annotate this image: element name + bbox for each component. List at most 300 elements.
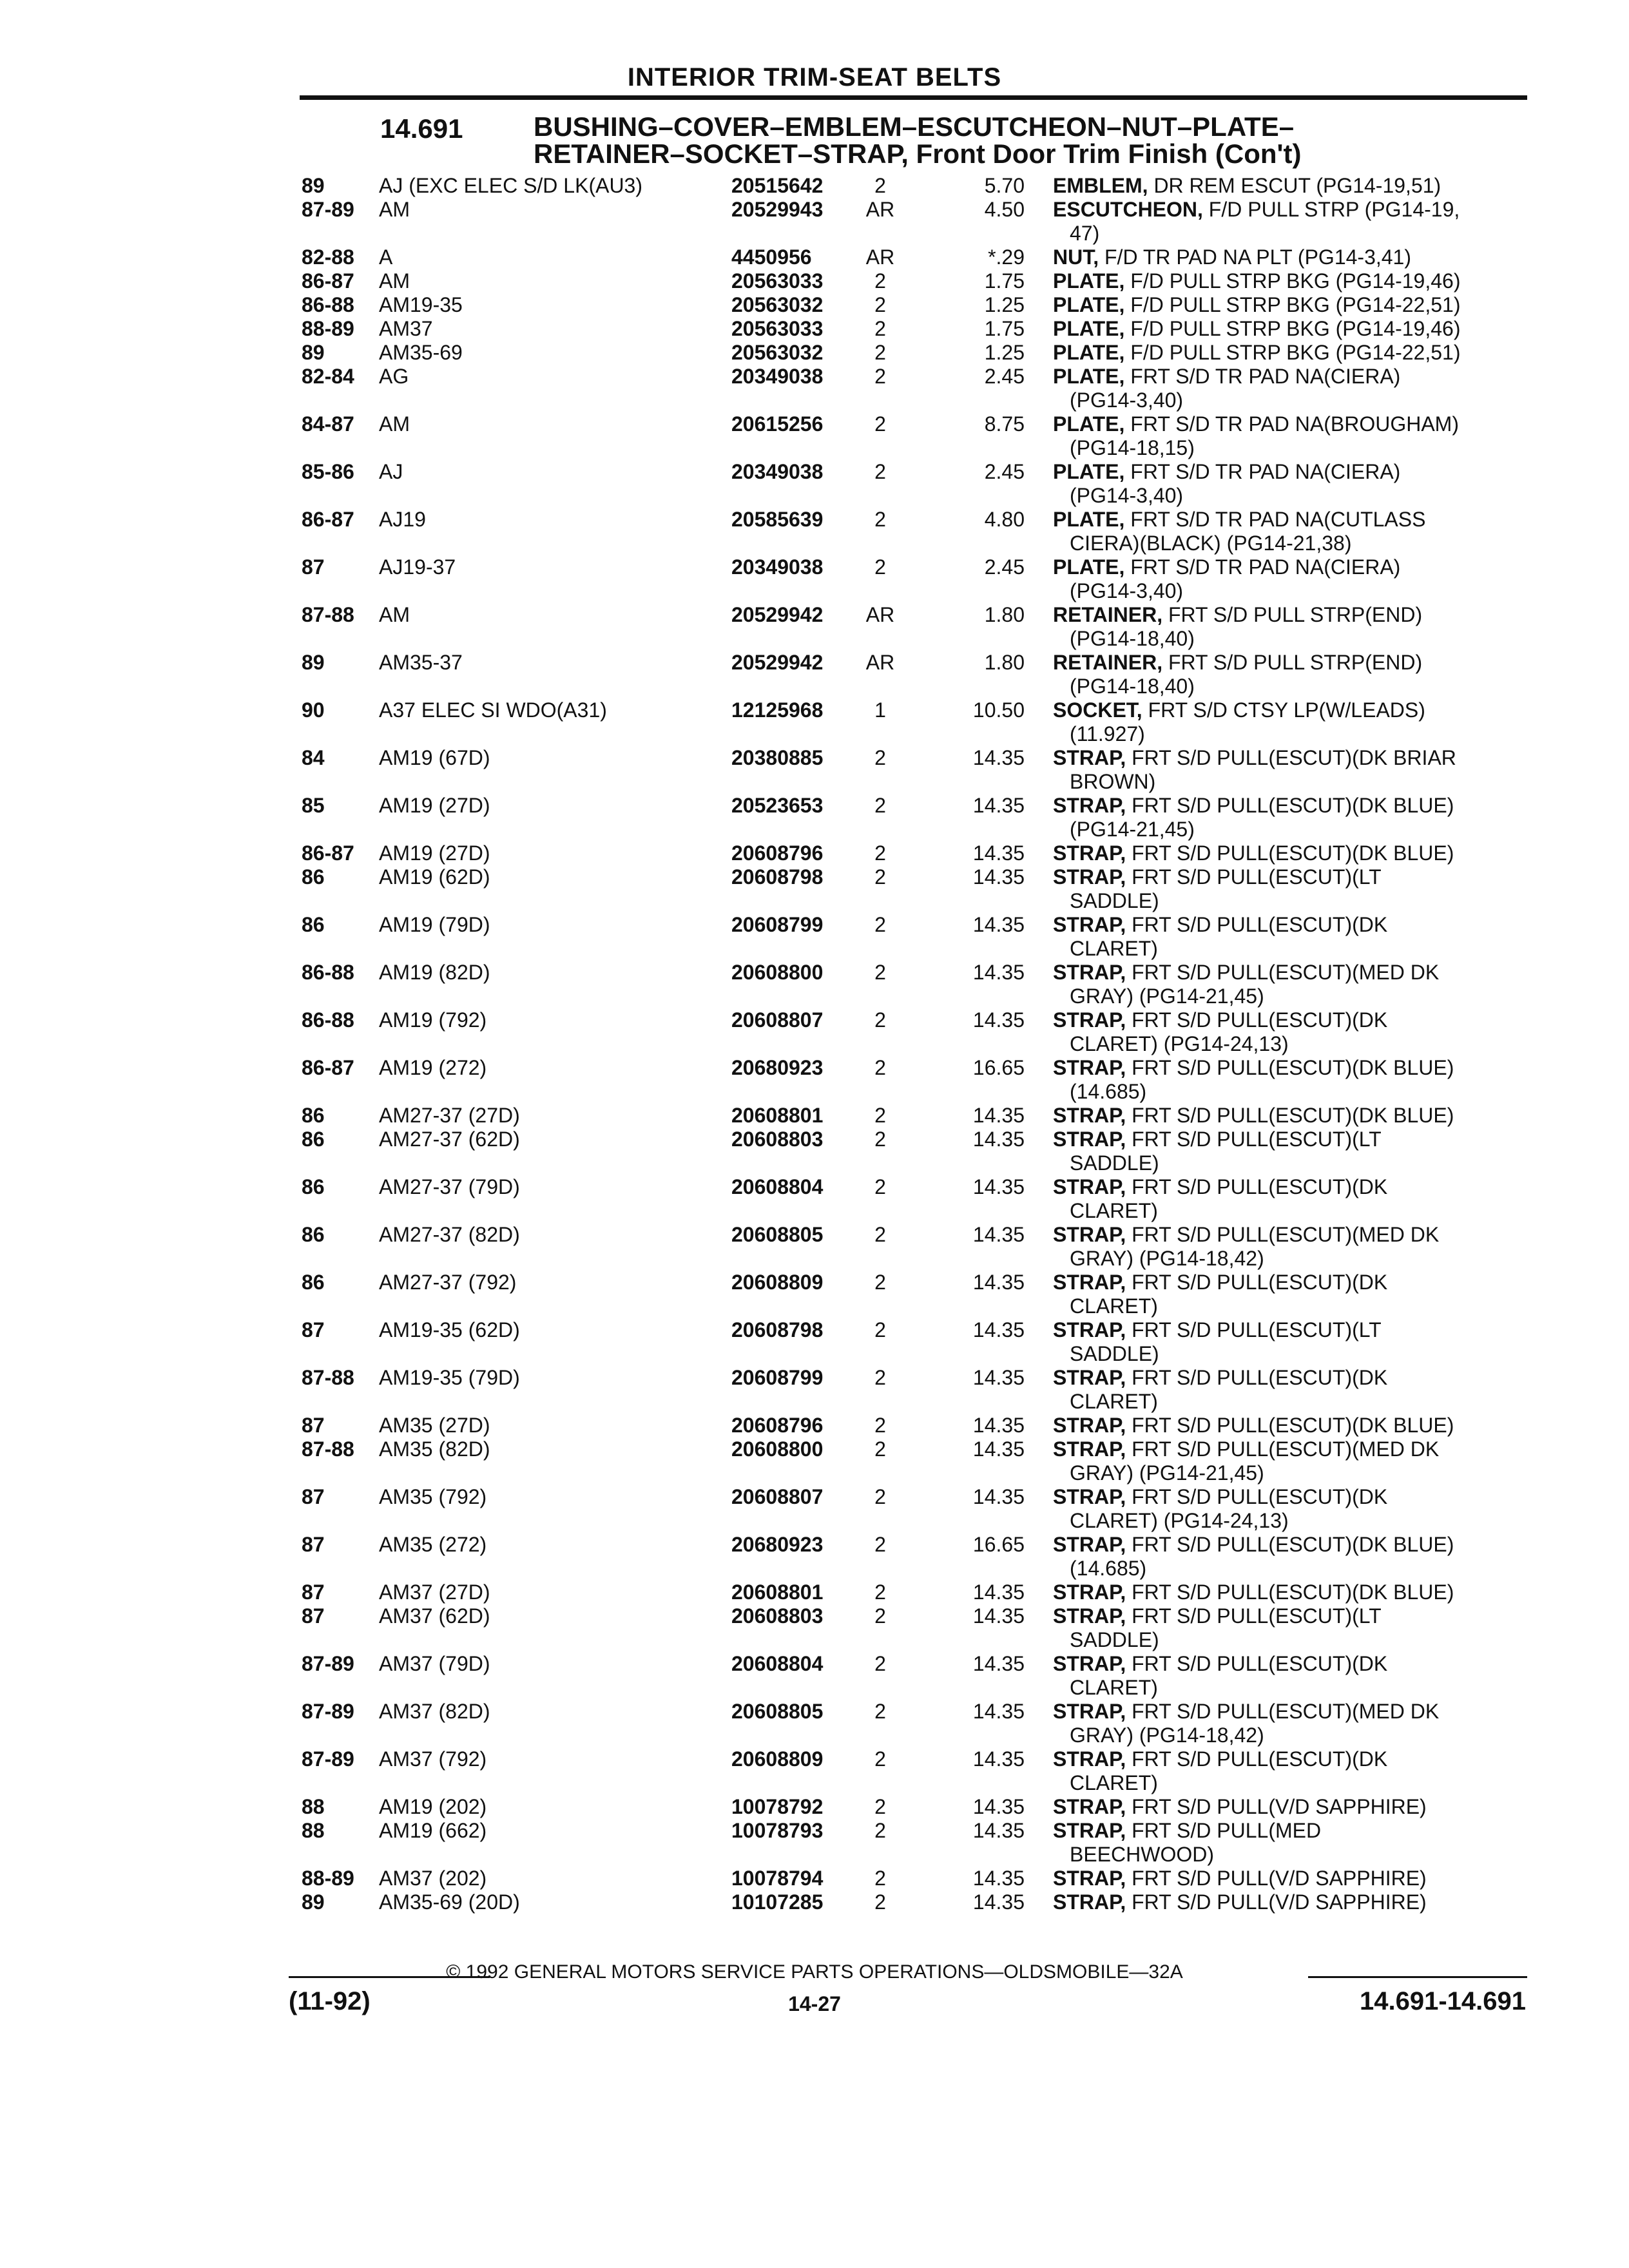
description-line1: [1053, 1581, 1523, 1604]
description-keyword: STRAP,: [1053, 1223, 1126, 1246]
quantity-cell: 2: [874, 1366, 886, 1389]
description-keyword: STRAP,: [1053, 841, 1126, 865]
table-row: [0, 1700, 1629, 1747]
description-keyword: STRAP,: [1053, 1008, 1126, 1032]
table-row: [0, 341, 1629, 365]
application-cell: [379, 865, 720, 889]
description-line2: SADDLE): [1070, 889, 1159, 912]
application-text: AM19 (27D): [379, 794, 494, 817]
year-cell: 86: [302, 1175, 325, 1198]
part-number-cell: 20608803: [731, 1604, 824, 1628]
description-keyword: STRAP,: [1053, 1652, 1126, 1675]
year-cell: 89: [302, 174, 325, 197]
year-cell: 82-88: [302, 245, 354, 269]
application-cell: [379, 1223, 720, 1247]
description-line1: [1053, 1819, 1523, 1843]
description-cell: [1053, 555, 1523, 603]
description-text: FRT S/D PULL(V/D SAPPHIRE): [1126, 1890, 1427, 1914]
price-cell: 14.35: [972, 1867, 1025, 1890]
year-cell: 87-89: [302, 1652, 354, 1675]
description-cell: [1053, 269, 1523, 293]
description-cell: [1053, 651, 1523, 698]
description-keyword: STRAP,: [1053, 1104, 1126, 1127]
part-number-cell: 20349038: [731, 555, 824, 579]
description-keyword: STRAP,: [1053, 1271, 1126, 1294]
description-line1: [1053, 460, 1523, 484]
description-cell: [1053, 1318, 1523, 1366]
description-line2: (PG14-21,45): [1070, 818, 1195, 841]
description-keyword: STRAP,: [1053, 746, 1126, 769]
application-cell: [379, 365, 720, 389]
table-row: [0, 293, 1629, 317]
price-cell: 5.70: [984, 174, 1025, 197]
part-number-cell: 20529942: [731, 651, 824, 674]
quantity-cell: 2: [874, 412, 886, 436]
page-header-title: INTERIOR TRIM-SEAT BELTS: [627, 63, 1002, 91]
quantity-cell: 2: [874, 1485, 886, 1508]
description-keyword: RETAINER,: [1053, 603, 1163, 626]
part-number-cell: 4450956: [731, 245, 812, 269]
quantity-cell: AR: [865, 603, 895, 626]
application-cell: [379, 269, 720, 293]
year-cell: 87: [302, 1414, 325, 1437]
application-cell: [379, 698, 720, 722]
description-line1: [1053, 1533, 1523, 1557]
quantity-cell: 1: [874, 698, 886, 722]
application-text: A37 ELEC SI WDO(A31): [379, 698, 611, 722]
section-title-line1: BUSHING–COVER–EMBLEM–ESCUTCHEON–NUT–PLATE–: [534, 111, 1295, 142]
application-text: AM19-35 (79D): [379, 1366, 524, 1389]
description-keyword: PLATE,: [1053, 460, 1125, 483]
description-text: FRT S/D PULL(ESCUT)(LT: [1126, 865, 1382, 889]
quantity-cell: 2: [874, 555, 886, 579]
table-row: [0, 1867, 1629, 1890]
application-cell: [379, 1652, 720, 1676]
description-keyword: STRAP,: [1053, 1747, 1126, 1771]
application-cell: [379, 913, 720, 937]
description-cell: [1053, 1175, 1523, 1223]
description-line2: (PG14-3,40): [1070, 484, 1184, 507]
table-row: [0, 1581, 1629, 1604]
description-line2: GRAY) (PG14-21,45): [1070, 985, 1264, 1008]
application-text: AM: [379, 269, 414, 293]
description-line2: (PG14-18,40): [1070, 627, 1195, 650]
description-text: FRT S/D PULL(ESCUT)(DK BLUE): [1126, 1414, 1454, 1437]
year-cell: 86: [302, 913, 325, 936]
description-keyword: STRAP,: [1053, 1485, 1126, 1508]
description-line2: (11.927): [1070, 722, 1145, 745]
application-cell: [379, 794, 720, 818]
application-cell: [379, 603, 720, 627]
quantity-cell: 2: [874, 1437, 886, 1461]
application-cell: [379, 317, 720, 341]
description-text: FRT S/D PULL(ESCUT)(LT: [1126, 1604, 1382, 1628]
description-cell: [1053, 1271, 1523, 1318]
part-number-cell: 10078794: [731, 1867, 824, 1890]
description-line2: SADDLE): [1070, 1628, 1159, 1651]
application-cell: [379, 1366, 720, 1390]
year-cell: 87: [302, 1581, 325, 1604]
application-text: AM35-37: [379, 651, 467, 674]
table-row: [0, 1795, 1629, 1819]
description-line1: [1053, 1271, 1523, 1294]
description-line1: [1053, 1104, 1523, 1128]
year-cell: 87: [302, 555, 325, 579]
year-cell: 87-88: [302, 1366, 354, 1389]
quantity-cell: 2: [874, 841, 886, 865]
application-cell: [379, 1604, 720, 1628]
table-row: [0, 841, 1629, 865]
description-text: FRT S/D PULL(V/D SAPPHIRE): [1126, 1795, 1427, 1818]
application-text: AM19 (82D): [379, 961, 494, 984]
application-text: AM37 (202): [379, 1867, 490, 1890]
quantity-cell: AR: [865, 651, 895, 674]
year-cell: 87: [302, 1604, 325, 1628]
application-cell: [379, 1819, 720, 1843]
price-cell: 1.80: [984, 603, 1025, 626]
part-number-cell: 20608801: [731, 1581, 824, 1604]
quantity-cell: AR: [865, 198, 895, 221]
description-line1: [1053, 508, 1523, 532]
quantity-cell: 2: [874, 1795, 886, 1818]
description-keyword: PLATE,: [1053, 341, 1125, 364]
application-text: AM19 (67D): [379, 746, 494, 769]
description-keyword: STRAP,: [1053, 1700, 1126, 1723]
description-cell: [1053, 174, 1523, 198]
year-cell: 88: [302, 1795, 325, 1818]
part-number-cell: 20608798: [731, 865, 824, 889]
description-cell: [1053, 1700, 1523, 1747]
description-cell: [1053, 1128, 1523, 1175]
application-cell: [379, 460, 720, 484]
description-keyword: PLATE,: [1053, 317, 1125, 340]
description-keyword: STRAP,: [1053, 1366, 1126, 1389]
table-row: [0, 1056, 1629, 1104]
application-text: AM35-69: [379, 341, 467, 364]
description-line2: GRAY) (PG14-18,42): [1070, 1247, 1264, 1270]
year-cell: 87-88: [302, 603, 354, 626]
application-cell: [379, 1890, 720, 1914]
application-cell: [379, 1414, 720, 1437]
quantity-cell: 2: [874, 746, 886, 769]
application-cell: [379, 1008, 720, 1032]
table-row: [0, 603, 1629, 651]
application-text: AM35 (792): [379, 1485, 490, 1508]
table-row: [0, 1604, 1629, 1652]
description-line2: (PG14-3,40): [1070, 389, 1184, 412]
price-cell: 14.35: [972, 1318, 1025, 1341]
table-row: [0, 913, 1629, 961]
table-row: [0, 269, 1629, 293]
table-row: [0, 1890, 1629, 1914]
year-cell: 86: [302, 1223, 325, 1246]
description-cell: [1053, 198, 1523, 245]
description-text: FRT S/D PULL(ESCUT)(DK: [1126, 1008, 1388, 1032]
year-cell: 84: [302, 746, 325, 769]
description-text: FRT S/D PULL STRP(END): [1162, 651, 1423, 674]
part-number-cell: 20523653: [731, 794, 824, 817]
quantity-cell: 2: [874, 269, 886, 293]
table-row: [0, 1747, 1629, 1795]
year-cell: 90: [302, 698, 325, 722]
price-cell: 2.45: [984, 555, 1025, 579]
description-keyword: PLATE,: [1053, 269, 1125, 293]
application-cell: [379, 1318, 720, 1342]
table-row: [0, 1533, 1629, 1581]
part-number-cell: 20563033: [731, 317, 824, 340]
application-text: A: [379, 245, 396, 269]
description-text: FRT S/D PULL(ESCUT)(DK BLUE): [1126, 794, 1454, 817]
table-row: [0, 1271, 1629, 1318]
description-keyword: SOCKET,: [1053, 698, 1142, 722]
application-text: AM19 (79D): [379, 913, 494, 936]
price-cell: 1.75: [984, 269, 1025, 293]
quantity-cell: 2: [874, 1581, 886, 1604]
description-text: FRT S/D TR PAD NA(CIERA): [1124, 555, 1401, 579]
application-text: AM: [379, 412, 414, 436]
description-cell: [1053, 293, 1523, 317]
description-line1: [1053, 1795, 1523, 1819]
quantity-cell: 2: [874, 1867, 886, 1890]
description-text: F/D PULL STRP (PG14-19,: [1202, 198, 1460, 221]
description-keyword: RETAINER,: [1053, 651, 1163, 674]
description-line2: CLARET) (PG14-24,13): [1070, 1032, 1289, 1055]
price-cell: 14.35: [972, 1652, 1025, 1675]
description-text: FRT S/D PULL(ESCUT)(DK: [1126, 1747, 1388, 1771]
application-text: AM27-37 (792): [379, 1271, 520, 1294]
application-cell: [379, 1581, 720, 1604]
year-cell: 86-88: [302, 961, 354, 984]
description-line1: [1053, 746, 1523, 770]
year-cell: 87: [302, 1485, 325, 1508]
description-keyword: STRAP,: [1053, 961, 1126, 984]
part-number-cell: 20608805: [731, 1223, 824, 1246]
year-cell: 89: [302, 341, 325, 364]
description-cell: [1053, 1533, 1523, 1581]
description-line1: [1053, 698, 1523, 722]
application-cell: [379, 1533, 720, 1557]
description-cell: [1053, 245, 1523, 269]
description-keyword: STRAP,: [1053, 1175, 1126, 1198]
description-line1: [1053, 1056, 1523, 1080]
description-line2: CLARET): [1070, 937, 1158, 960]
quantity-cell: 2: [874, 961, 886, 984]
description-text: FRT S/D TR PAD NA(CIERA): [1124, 460, 1401, 483]
description-line2: CLARET): [1070, 1199, 1158, 1222]
description-text: FRT S/D PULL(ESCUT)(MED DK: [1126, 961, 1440, 984]
description-line1: [1053, 1223, 1523, 1247]
description-cell: [1053, 1747, 1523, 1795]
application-text: AM37 (62D): [379, 1604, 494, 1628]
price-cell: 14.35: [972, 1104, 1025, 1127]
part-number-cell: 20608809: [731, 1747, 824, 1771]
description-line2: (14.685): [1070, 1080, 1147, 1103]
quantity-cell: 2: [874, 460, 886, 483]
table-row: [0, 317, 1629, 341]
quantity-cell: 2: [874, 1175, 886, 1198]
description-keyword: STRAP,: [1053, 1533, 1126, 1556]
description-cell: [1053, 1104, 1523, 1128]
part-number-cell: 20563033: [731, 269, 824, 293]
price-cell: 14.35: [972, 1819, 1025, 1842]
description-line1: [1053, 317, 1523, 341]
quantity-cell: 2: [874, 1652, 886, 1675]
description-keyword: STRAP,: [1053, 1128, 1126, 1151]
description-text: DR REM ESCUT (PG14-19,51): [1148, 174, 1441, 197]
table-row: [0, 1414, 1629, 1437]
description-keyword: EMBLEM,: [1053, 174, 1148, 197]
description-text: FRT S/D PULL(ESCUT)(DK: [1126, 1485, 1388, 1508]
table-row: [0, 1652, 1629, 1700]
application-text: AM19-35 (62D): [379, 1318, 524, 1341]
part-number-cell: 20515642: [731, 174, 824, 197]
description-text: FRT S/D PULL(ESCUT)(DK BLUE): [1126, 1581, 1454, 1604]
table-row: [0, 1104, 1629, 1128]
price-cell: 14.35: [972, 1414, 1025, 1437]
year-cell: 86: [302, 1128, 325, 1151]
description-text: FRT S/D PULL STRP(END): [1162, 603, 1423, 626]
year-cell: 86-88: [302, 1008, 354, 1032]
description-line1: [1053, 1414, 1523, 1437]
description-line1: [1053, 794, 1523, 818]
description-line1: [1053, 1604, 1523, 1628]
description-cell: [1053, 1485, 1523, 1533]
description-keyword: ESCUTCHEON,: [1053, 198, 1203, 221]
table-row: [0, 245, 1629, 269]
price-cell: 14.35: [972, 961, 1025, 984]
description-line1: [1053, 913, 1523, 937]
description-keyword: STRAP,: [1053, 794, 1126, 817]
part-number-cell: 20680923: [731, 1533, 824, 1556]
quantity-cell: 2: [874, 174, 886, 197]
description-line1: [1053, 1437, 1523, 1461]
table-row: [0, 1223, 1629, 1271]
description-cell: [1053, 1366, 1523, 1414]
application-text: AM37 (27D): [379, 1581, 494, 1604]
year-cell: 86-87: [302, 269, 354, 293]
price-cell: 14.35: [972, 1271, 1025, 1294]
year-cell: 87: [302, 1533, 325, 1556]
table-row: [0, 365, 1629, 412]
description-cell: [1053, 1437, 1523, 1485]
part-number-cell: 20608803: [731, 1128, 824, 1151]
description-line1: [1053, 1700, 1523, 1724]
description-line1: [1053, 412, 1523, 436]
description-keyword: STRAP,: [1053, 1414, 1126, 1437]
description-line2: CLARET) (PG14-24,13): [1070, 1509, 1289, 1532]
application-cell: [379, 1271, 720, 1294]
price-cell: 14.35: [972, 1747, 1025, 1771]
description-text: FRT S/D PULL(ESCUT)(LT: [1126, 1128, 1382, 1151]
description-text: FRT S/D PULL(ESCUT)(LT: [1126, 1318, 1382, 1341]
description-keyword: STRAP,: [1053, 1604, 1126, 1628]
price-cell: 14.35: [972, 913, 1025, 936]
description-keyword: PLATE,: [1053, 412, 1125, 436]
table-row: [0, 1366, 1629, 1414]
description-text: FRT S/D PULL(ESCUT)(DK BLUE): [1126, 1533, 1454, 1556]
application-cell: [379, 1867, 720, 1890]
table-row: [0, 1819, 1629, 1867]
description-text: FRT S/D PULL(ESCUT)(DK: [1126, 1366, 1388, 1389]
price-cell: 14.35: [972, 1890, 1025, 1914]
application-text: AM27-37 (82D): [379, 1223, 524, 1246]
header-rule: [300, 95, 1527, 100]
description-text: FRT S/D PULL(ESCUT)(DK: [1126, 1175, 1388, 1198]
quantity-cell: 2: [874, 913, 886, 936]
description-cell: [1053, 913, 1523, 961]
part-number-cell: 20615256: [731, 412, 824, 436]
application-cell: [379, 651, 720, 675]
price-cell: 14.35: [972, 1128, 1025, 1151]
description-line2: (14.685): [1070, 1557, 1147, 1580]
part-number-cell: 20608800: [731, 961, 824, 984]
description-cell: [1053, 1890, 1523, 1914]
application-text: AM27-37 (27D): [379, 1104, 524, 1127]
description-line2: (PG14-18,40): [1070, 675, 1195, 698]
application-text: AJ (EXC ELEC S/D LK(AU3): [379, 174, 646, 197]
quantity-cell: AR: [865, 245, 895, 269]
part-number-cell: 20608809: [731, 1271, 824, 1294]
description-text: FRT S/D TR PAD NA(CIERA): [1124, 365, 1401, 388]
description-keyword: STRAP,: [1053, 1867, 1126, 1890]
application-cell: [379, 1128, 720, 1151]
quantity-cell: 2: [874, 365, 886, 388]
quantity-cell: 2: [874, 1819, 886, 1842]
description-cell: [1053, 746, 1523, 794]
description-line2: 47): [1070, 222, 1100, 245]
application-cell: [379, 841, 720, 865]
part-number-cell: 20680923: [731, 1056, 824, 1079]
application-cell: [379, 961, 720, 985]
footer-copyright: © 1992 GENERAL MOTORS SERVICE PARTS OPERATIONS—OLDSMOBILE—32A: [446, 1961, 1183, 1983]
quantity-cell: 2: [874, 1747, 886, 1771]
quantity-cell: 2: [874, 1056, 886, 1079]
description-line1: [1053, 198, 1523, 222]
application-cell: [379, 198, 720, 222]
part-number-cell: 12125968: [731, 698, 824, 722]
part-number-cell: 20529943: [731, 198, 824, 221]
description-text: FRT S/D PULL(ESCUT)(DK BLUE): [1126, 1104, 1454, 1127]
application-text: AM19 (27D): [379, 841, 494, 865]
part-number-cell: 20349038: [731, 460, 824, 483]
year-cell: 86: [302, 1104, 325, 1127]
description-line1: [1053, 245, 1523, 269]
description-cell: [1053, 603, 1523, 651]
part-number-cell: 20349038: [731, 365, 824, 388]
quantity-cell: 2: [874, 341, 886, 364]
application-text: AM35 (82D): [379, 1437, 494, 1461]
description-cell: [1053, 1795, 1523, 1819]
description-cell: [1053, 698, 1523, 746]
part-number-cell: 20608804: [731, 1652, 824, 1675]
description-keyword: PLATE,: [1053, 365, 1125, 388]
description-text: FRT S/D PULL(ESCUT)(MED DK: [1126, 1223, 1440, 1246]
description-text: FRT S/D CTSY LP(W/LEADS): [1142, 698, 1425, 722]
application-cell: [379, 1104, 720, 1128]
quantity-cell: 2: [874, 1533, 886, 1556]
year-cell: 86: [302, 1271, 325, 1294]
description-text: FRT S/D TR PAD NA(BROUGHAM): [1124, 412, 1459, 436]
description-line1: [1053, 961, 1523, 985]
description-line1: [1053, 1175, 1523, 1199]
price-cell: 14.35: [972, 1581, 1025, 1604]
footer-page-number: 14-27: [788, 1992, 841, 2015]
description-cell: [1053, 341, 1523, 365]
part-number-cell: 20608796: [731, 841, 824, 865]
description-text: F/D PULL STRP BKG (PG14-19,46): [1124, 317, 1461, 340]
application-text: AM19 (662): [379, 1819, 490, 1842]
price-cell: 4.50: [984, 198, 1025, 221]
